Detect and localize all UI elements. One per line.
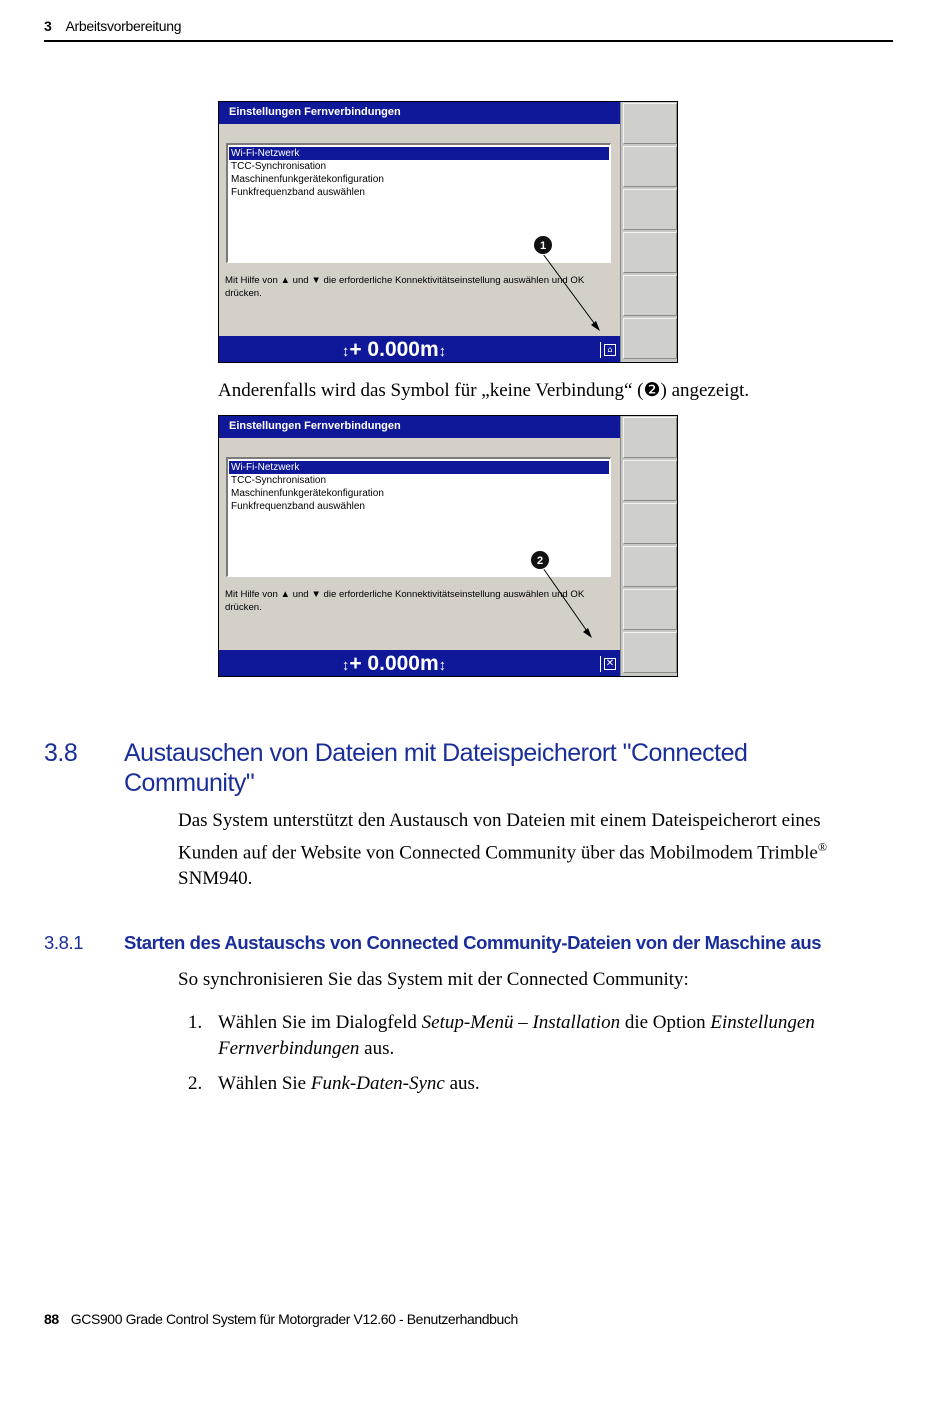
callout-2: 2 bbox=[530, 550, 550, 570]
screenshot-not-connected bbox=[218, 415, 678, 677]
section-number: 3.8 bbox=[44, 739, 78, 767]
screenshot-connected bbox=[218, 101, 678, 363]
connection-icon: ⌂ bbox=[600, 342, 616, 358]
caption-no-connection: Anderenfalls wird das Symbol für „keine Verbindung“ (❷) angezeigt. bbox=[218, 380, 750, 401]
softkey-3[interactable] bbox=[623, 189, 677, 230]
softkey-6[interactable] bbox=[623, 632, 677, 673]
arrow-up-icon: ▲ bbox=[280, 275, 290, 286]
softkey-4[interactable] bbox=[623, 232, 677, 273]
no-connection-icon: ✕ bbox=[600, 656, 616, 672]
list-item-tcc-sync[interactable]: TCC-Synchronisation bbox=[231, 161, 327, 172]
chapter-title: Arbeitsvorbereitung bbox=[65, 18, 182, 34]
section-heading bbox=[44, 738, 924, 798]
softkey-5[interactable] bbox=[623, 275, 677, 316]
list-item-frequency-band[interactable]: Funkfrequenzband auswählen bbox=[231, 187, 365, 198]
list-item-frequency-band[interactable]: Funkfrequenzband auswählen bbox=[231, 501, 365, 512]
subsection-heading bbox=[44, 931, 924, 957]
list-item-radio-config[interactable]: Maschinenfunkgerätekonfiguration bbox=[231, 488, 384, 499]
softkey-panel bbox=[620, 102, 678, 363]
arrow-up-icon: ▲ bbox=[280, 589, 290, 600]
softkey-1[interactable] bbox=[623, 103, 677, 144]
help-text: Mit Hilfe von ▲ und ▼ die erforderliche Konnektivitätseinstellung auswählen und OK drücken. bbox=[225, 589, 585, 613]
dialog-title: Einstellungen Fernverbindungen bbox=[219, 416, 620, 438]
updown-arrow-icon: ↕ bbox=[438, 657, 447, 674]
softkey-4[interactable] bbox=[623, 546, 677, 587]
subsection-intro: So synchronisieren Sie das System mit der Connected Community: bbox=[178, 969, 689, 990]
softkey-panel bbox=[620, 416, 678, 677]
section-title: Austauschen von Dateien mit Dateispeicherort "Connected Community" bbox=[124, 739, 748, 797]
updown-arrow-icon: ↕ bbox=[438, 343, 447, 360]
arrow-down-icon: ▼ bbox=[311, 275, 321, 286]
subsection-title: Starten des Austauschs von Connected Community-Dateien von der Maschine aus bbox=[124, 932, 822, 953]
page-number: 88 bbox=[44, 1311, 59, 1327]
running-header bbox=[44, 18, 181, 34]
list-item-wifi[interactable]: Wi-Fi-Netzwerk bbox=[229, 461, 609, 474]
help-text: Mit Hilfe von ▲ und ▼ die erforderliche Konnektivitätseinstellung auswählen und OK drücken. bbox=[225, 275, 585, 299]
arrow-down-icon: ▼ bbox=[311, 589, 321, 600]
softkey-2[interactable] bbox=[623, 146, 677, 187]
document-title: GCS900 Grade Control System für Motorgrader V12.60 - Benutzerhandbuch bbox=[70, 1311, 518, 1327]
softkey-5[interactable] bbox=[623, 589, 677, 630]
list-item-wifi[interactable]: Wi-Fi-Netzwerk bbox=[229, 147, 609, 160]
dialog-title: Einstellungen Fernverbindungen bbox=[219, 102, 620, 124]
list-item-tcc-sync[interactable]: TCC-Synchronisation bbox=[231, 475, 327, 486]
step-1: 1. Wählen Sie im Dialogfeld Setup-Menü – Installation die Option Einstellungen Fernverbindungen aus. bbox=[188, 1012, 815, 1059]
elevation-readout: ↕+ 0.000m↕ bbox=[341, 652, 447, 675]
softkey-3[interactable] bbox=[623, 503, 677, 544]
section-body: Das System unterstützt den Austausch von Dateien mit einem Dateispeicherort eines Kunden auf der Website von Connected Community über das Mobilmodem Trimble® SNM940. bbox=[178, 810, 827, 890]
softkey-6[interactable] bbox=[623, 318, 677, 359]
running-footer bbox=[44, 1311, 518, 1327]
elevation-readout: ↕+ 0.000m↕ bbox=[341, 338, 447, 361]
chapter-number: 3 bbox=[44, 18, 52, 34]
callout-arrow bbox=[219, 416, 620, 677]
subsection-number: 3.8.1 bbox=[44, 932, 84, 953]
list-item-radio-config[interactable]: Maschinenfunkgerätekonfiguration bbox=[231, 174, 384, 185]
updown-arrow-icon: ↕ bbox=[341, 343, 350, 360]
softkey-2[interactable] bbox=[623, 460, 677, 501]
callout-arrow bbox=[219, 102, 620, 363]
updown-arrow-icon: ↕ bbox=[341, 657, 350, 674]
step-2: 2. Wählen Sie Funk-Daten-Sync aus. bbox=[188, 1073, 480, 1094]
header-rule bbox=[44, 40, 893, 42]
callout-1: 1 bbox=[533, 235, 553, 255]
softkey-1[interactable] bbox=[623, 417, 677, 458]
